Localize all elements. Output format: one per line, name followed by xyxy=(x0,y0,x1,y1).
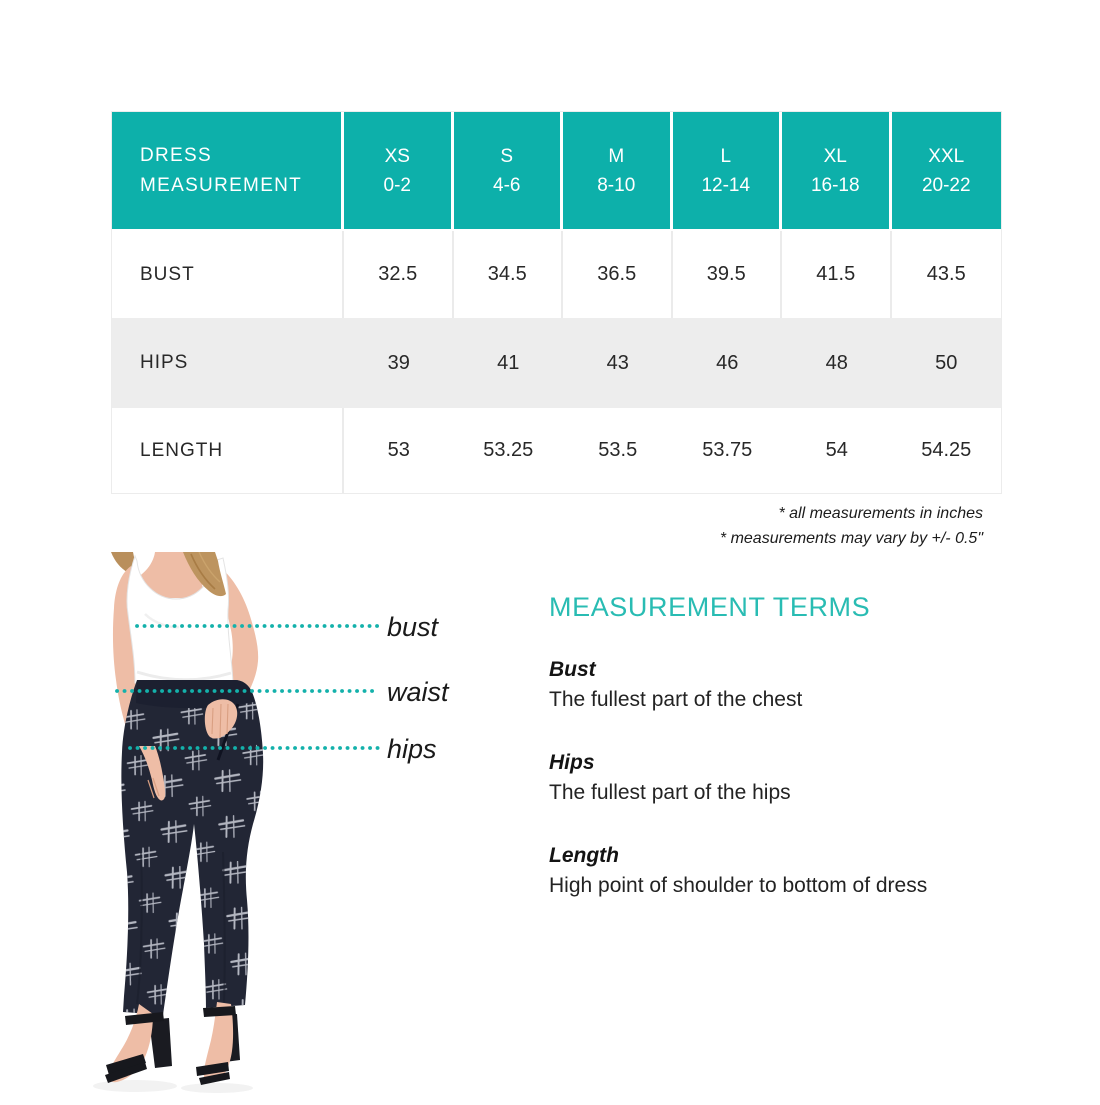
column-header-s: S 4-6 xyxy=(454,112,564,231)
size-chart-table xyxy=(111,111,1002,494)
cell-length-l: 53.75 xyxy=(673,408,783,493)
hips-line-label: hips xyxy=(387,734,437,764)
model-figure-illustration xyxy=(75,552,525,1100)
column-header-m: M 8-10 xyxy=(563,112,673,231)
row-label-bust: BUST xyxy=(112,231,344,318)
term-definition: The fullest part of the hips xyxy=(549,781,791,804)
cell-bust-xs: 32.5 xyxy=(344,231,454,318)
cell-bust-xxl: 43.5 xyxy=(892,231,1002,318)
footnote-variance: * measurements may vary by +/- 0.5" xyxy=(719,530,983,547)
term-hips xyxy=(549,748,1029,808)
cell-hips-m: 43 xyxy=(563,318,673,408)
cell-hips-xxl: 50 xyxy=(892,318,1002,408)
cell-length-xs: 53 xyxy=(344,408,454,493)
bust-line-label: bust xyxy=(387,612,439,642)
column-header-l: L 12-14 xyxy=(673,112,783,231)
cell-bust-l: 39.5 xyxy=(673,231,783,318)
cell-length-xxl: 54.25 xyxy=(892,408,1002,493)
measurement-terms-section xyxy=(549,592,1029,901)
row-label-length: LENGTH xyxy=(112,408,344,493)
row-label-hips: HIPS xyxy=(112,318,344,408)
left-sandal xyxy=(105,1004,172,1083)
cell-bust-s: 34.5 xyxy=(454,231,564,318)
waist-line-label: waist xyxy=(387,677,449,707)
term-definition: High point of shoulder to bottom of dress xyxy=(549,874,928,897)
term-name: Length xyxy=(549,844,619,867)
cell-length-s: 53.25 xyxy=(454,408,564,493)
header-label-line2: MEASUREMENT xyxy=(140,174,303,196)
cell-hips-s: 41 xyxy=(454,318,564,408)
column-header-xs: XS 0-2 xyxy=(344,112,454,231)
cell-bust-xl: 41.5 xyxy=(782,231,892,318)
table-header-dress-measurement xyxy=(112,112,344,231)
patterned-pants xyxy=(121,680,263,1015)
term-length xyxy=(549,841,1029,901)
header-label-line1: DRESS xyxy=(140,144,212,166)
column-header-xl: XL 16-18 xyxy=(782,112,892,231)
footnote-inches: * all measurements in inches xyxy=(778,505,983,522)
term-definition: The fullest part of the chest xyxy=(549,688,803,711)
waistband xyxy=(136,680,254,708)
terms-heading: MEASUREMENT TERMS xyxy=(549,592,871,622)
term-name: Hips xyxy=(549,751,595,774)
cell-hips-xs: 39 xyxy=(344,318,454,408)
cell-hips-xl: 48 xyxy=(782,318,892,408)
cell-length-xl: 54 xyxy=(782,408,892,493)
footnotes xyxy=(720,501,983,551)
cell-bust-m: 36.5 xyxy=(563,231,673,318)
right-sandal xyxy=(196,1002,240,1085)
term-name: Bust xyxy=(549,658,596,681)
cell-hips-l: 46 xyxy=(673,318,783,408)
column-header-xxl: XXL 20-22 xyxy=(892,112,1002,231)
cell-length-m: 53.5 xyxy=(563,408,673,493)
term-bust xyxy=(549,655,1029,715)
model-photo xyxy=(75,552,525,1100)
